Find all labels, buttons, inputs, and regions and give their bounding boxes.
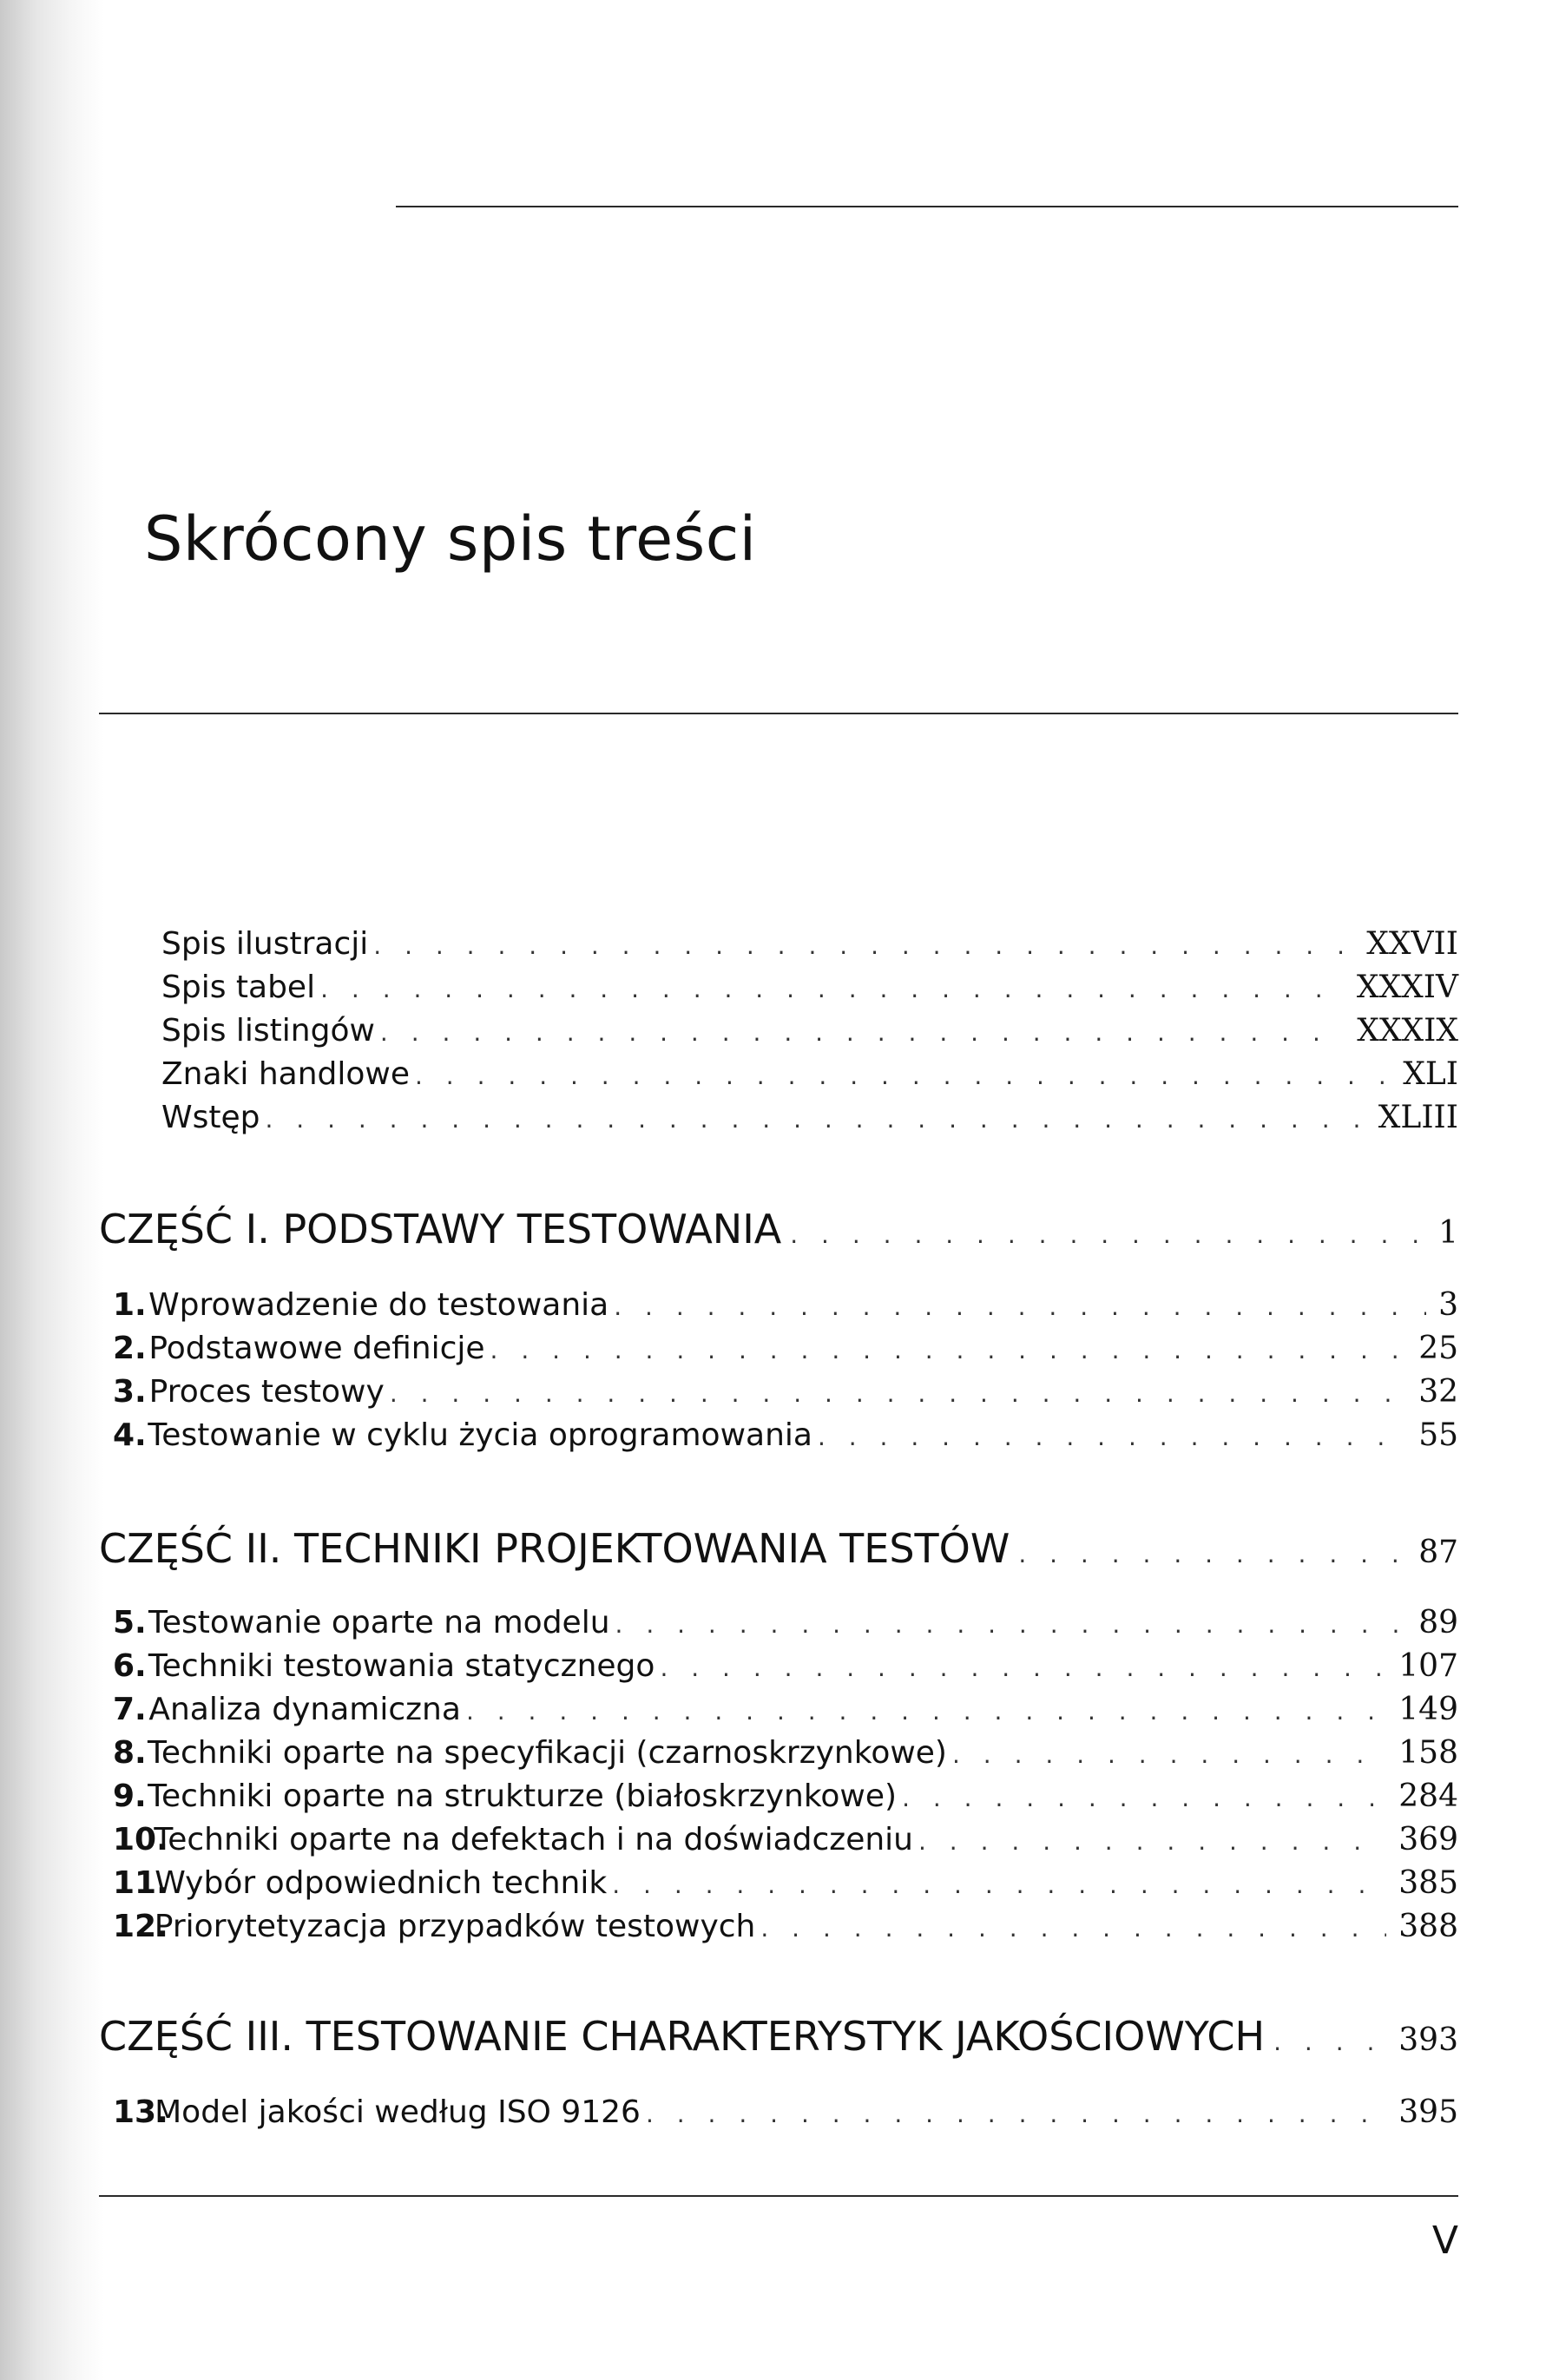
toc-entry-label: Wstęp [161, 1100, 260, 1135]
leader-dots [615, 1604, 1407, 1646]
chapter-number: 11. [113, 1865, 168, 1901]
leader-dots [790, 1209, 1426, 1261]
toc-chapter[interactable] [113, 1646, 1458, 1687]
page-title: Skrócony spis treści [144, 503, 757, 575]
chapter-number: 13. [113, 2094, 168, 2130]
chapter-title: Testowanie oparte na modelu [148, 1605, 610, 1640]
toc-entry[interactable] [161, 967, 1458, 1009]
toc-entry-page: XLI [1403, 1056, 1458, 1092]
chapter-number: 8. [113, 1735, 147, 1771]
toc-entry[interactable] [161, 1054, 1458, 1095]
toc-part-label: CZĘŚĆ II. TECHNIKI PROJEKTOWANIA TESTÓW [99, 1525, 1010, 1572]
chapter-page: 25 [1418, 1331, 1458, 1366]
chapter-page: 158 [1398, 1735, 1458, 1771]
chapter-number: 1. [113, 1287, 147, 1323]
chapter-number: 2. [113, 1331, 147, 1366]
top-rule [396, 206, 1458, 207]
chapter-number: 3. [113, 1374, 147, 1410]
toc-part-page: 393 [1398, 2022, 1458, 2058]
leader-dots [614, 1286, 1426, 1328]
leader-dots [466, 1691, 1386, 1732]
toc-entry-page: XLIII [1378, 1100, 1458, 1135]
title-rule [99, 713, 1458, 714]
toc-chapter[interactable] [113, 1732, 1458, 1774]
leader-dots [265, 1099, 1365, 1141]
chapter-page: 388 [1398, 1909, 1458, 1944]
toc-part-label: CZĘŚĆ I. PODSTAWY TESTOWANIA [99, 1206, 782, 1252]
chapter-page: 32 [1418, 1374, 1458, 1410]
chapter-page: 284 [1398, 1778, 1458, 1814]
chapter-title: Techniki oparte na defektach i na doświadczeniu [154, 1822, 913, 1857]
toc-entry[interactable] [161, 1097, 1458, 1139]
chapter-title: Techniki oparte na specyfikacji (czarnoskrzynkowe) [147, 1735, 947, 1771]
chapter-number: 4. [113, 1417, 147, 1453]
chapter-number: 12. [113, 1909, 168, 1944]
toc-chapter[interactable] [113, 1906, 1458, 1948]
leader-dots [390, 1373, 1406, 1415]
chapter-number: 5. [113, 1605, 147, 1640]
toc-part-heading[interactable] [99, 2010, 1458, 2062]
chapter-title: Wprowadzenie do testowania [148, 1287, 609, 1323]
chapter-number: 10. [113, 1822, 168, 1857]
toc-part-page: 1 [1438, 1215, 1458, 1251]
toc-part-heading[interactable] [99, 1203, 1458, 1255]
chapter-title: Model jakości według ISO 9126 [155, 2094, 641, 2130]
toc-chapter[interactable] [113, 2092, 1458, 2133]
chapter-number: 9. [113, 1778, 147, 1814]
leader-dots [760, 1908, 1386, 1949]
chapter-page: 3 [1438, 1287, 1458, 1323]
toc-chapter[interactable] [113, 1602, 1458, 1644]
leader-dots [1273, 2016, 1386, 2068]
toc-chapter[interactable] [113, 1863, 1458, 1904]
toc-entry-label: Spis listingów [161, 1013, 375, 1049]
leader-dots [320, 969, 1345, 1010]
toc-entry[interactable] [161, 924, 1458, 965]
toc-chapter[interactable] [113, 1371, 1458, 1413]
chapter-title: Techniki testowania statycznego [148, 1648, 655, 1684]
leader-dots [490, 1330, 1407, 1371]
chapter-page: 55 [1418, 1417, 1458, 1453]
toc-chapter[interactable] [113, 1415, 1458, 1456]
chapter-number: 7. [113, 1692, 147, 1727]
leader-dots [415, 1055, 1391, 1097]
toc-entry-label: Spis ilustracji [161, 926, 369, 962]
leader-dots [902, 1778, 1386, 1819]
page-gutter-shadow [0, 0, 104, 2380]
chapter-title: Testowanie w cyklu życia oprogramowania [148, 1417, 812, 1453]
chapter-title: Proces testowy [148, 1374, 385, 1410]
chapter-page: 107 [1398, 1648, 1458, 1684]
chapter-page: 395 [1398, 2094, 1458, 2130]
page-number: V [1431, 2219, 1458, 2263]
chapter-title: Priorytetyzacja przypadków testowych [154, 1909, 756, 1944]
toc-part-page: 87 [1418, 1535, 1458, 1570]
leader-dots [660, 1647, 1386, 1689]
leader-dots [818, 1417, 1406, 1458]
toc-part-heading[interactable] [99, 1522, 1458, 1575]
leader-dots [646, 2094, 1386, 2135]
chapter-title: Analiza dynamiczna [148, 1692, 461, 1727]
toc-chapter[interactable] [113, 1328, 1458, 1370]
chapter-title: Wybór odpowiednich technik [155, 1865, 608, 1901]
toc-entry-page: XXXIX [1357, 1013, 1458, 1049]
leader-dots [952, 1734, 1386, 1776]
toc-part-label: CZĘŚĆ III. TESTOWANIE CHARAKTERYSTYK JAKOŚCIOWYCH [99, 2013, 1266, 2060]
toc-chapter[interactable] [113, 1689, 1458, 1731]
toc-chapter[interactable] [113, 1285, 1458, 1326]
toc-chapter[interactable] [113, 1819, 1458, 1861]
toc-entry[interactable] [161, 1010, 1458, 1052]
leader-dots [373, 925, 1354, 967]
chapter-number: 6. [113, 1648, 147, 1684]
toc-entry-label: Spis tabel [161, 970, 316, 1005]
chapter-page: 385 [1398, 1865, 1458, 1901]
toc-entry-page: XXXIV [1356, 970, 1458, 1005]
chapter-title: Podstawowe definicje [148, 1331, 485, 1366]
toc-chapter[interactable] [113, 1776, 1458, 1818]
leader-dots [380, 1012, 1345, 1054]
leader-dots [1018, 1529, 1406, 1581]
chapter-page: 89 [1418, 1605, 1458, 1640]
leader-dots [612, 1864, 1386, 1906]
chapter-page: 149 [1398, 1692, 1458, 1727]
toc-entry-page: XXVII [1366, 926, 1458, 962]
leader-dots [918, 1821, 1386, 1863]
chapter-title: Techniki oparte na strukturze (białoskrzynkowe) [148, 1778, 898, 1814]
footer-rule [99, 2195, 1458, 2197]
chapter-page: 369 [1398, 1822, 1458, 1857]
toc-entry-label: Znaki handlowe [161, 1056, 410, 1092]
